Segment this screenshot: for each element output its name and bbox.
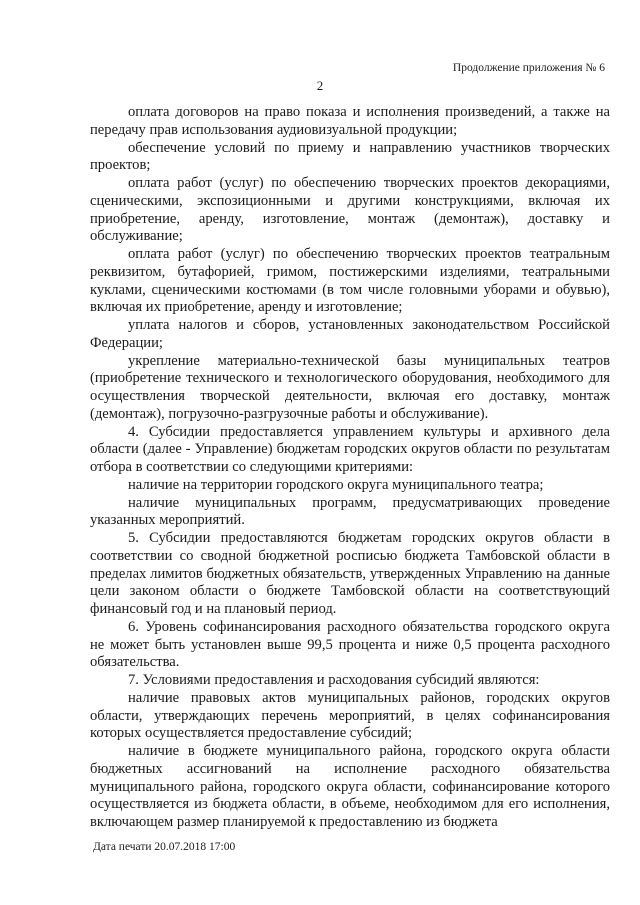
print-date: Дата печати 20.07.2018 17:00	[93, 841, 236, 853]
paragraph: уплата налогов и сборов, установленных законодательством Российской Федерации;	[90, 317, 610, 351]
paragraph: обеспечение условий по приему и направлению участников творческих проектов;	[90, 139, 610, 174]
paragraph: оплата договоров на право показа и исполнения произведений, а также на передачу прав использования аудиовизуальной продукции;	[90, 104, 610, 138]
appendix-note: Продолжение приложения № 6	[452, 62, 605, 74]
document-body	[90, 104, 610, 832]
paragraph: 4. Субсидии предоставляется управлением культуры и архивного дела области (далее - Управление) бюджетам городских округов области по результатам отбора в соответствии со следующими критериями:	[90, 423, 610, 475]
paragraph: наличие муниципальных программ, предусматривающих проведение указанных мероприятий.	[90, 494, 610, 529]
paragraph: наличие в бюджете муниципального района, городского округа области бюджетных ассигнований на исполнение расходного обязательства муниципального района, городского округа области, софинансирование которого осуществляется из бюджета области, в объеме, необходимом для его исполнения, включающем размер планируемой к предоставлению из бюджета	[90, 743, 610, 830]
page-number: 2	[316, 78, 324, 93]
paragraph: укрепление материально-технической базы муниципальных театров (приобретение технического и технологического оборудования, необходимого для осуществления творческой деятельности, включая его доставку, монтаж (демонтаж), погрузочно-разгрузочные работы и обслуживание).	[90, 352, 610, 422]
paragraph: наличие правовых актов муниципальных районов, городских округов области, утверждающих перечень мероприятий, в целях софинансирования которых осуществляется предоставление субсидий;	[90, 689, 610, 742]
paragraph: наличие на территории городского округа муниципального театра;	[128, 476, 544, 493]
paragraph: 7. Условиями предоставления и расходования субсидий являются:	[128, 672, 540, 688]
paragraph: 6. Уровень софинансирования расходного обязательства городского округа не может быть установлен выше 99,5 процента и ниже 0,5 процента расходного обязательства.	[90, 618, 610, 671]
paragraph: 5. Субсидии предоставляются бюджетам городских округов области в соответствии со сводной бюджетной росписью бюджета Тамбовской области в пределах лимитов бюджетных обязательств, утвержденных Управлению на данные цели законом области о бюджете Тамбовской области на соответствующий финансовый год и на плановый период.	[90, 530, 610, 617]
paragraph: оплата работ (услуг) по обеспечению творческих проектов декорациями, сценическими, экспозиционными и другими конструкциями, включая их приобретение, аренду, изготовление, монтаж (демонтаж), доставку и обслуживание;	[90, 175, 610, 245]
paragraph: оплата работ (услуг) по обеспечению творческих проектов театральным реквизитом, бутафорией, гримом, постижерскими изделиями, театральными куклами, сценическими костюмами (в том числе головными уборами и обувью), включая их приобретение, аренду и изготовление;	[90, 246, 610, 316]
